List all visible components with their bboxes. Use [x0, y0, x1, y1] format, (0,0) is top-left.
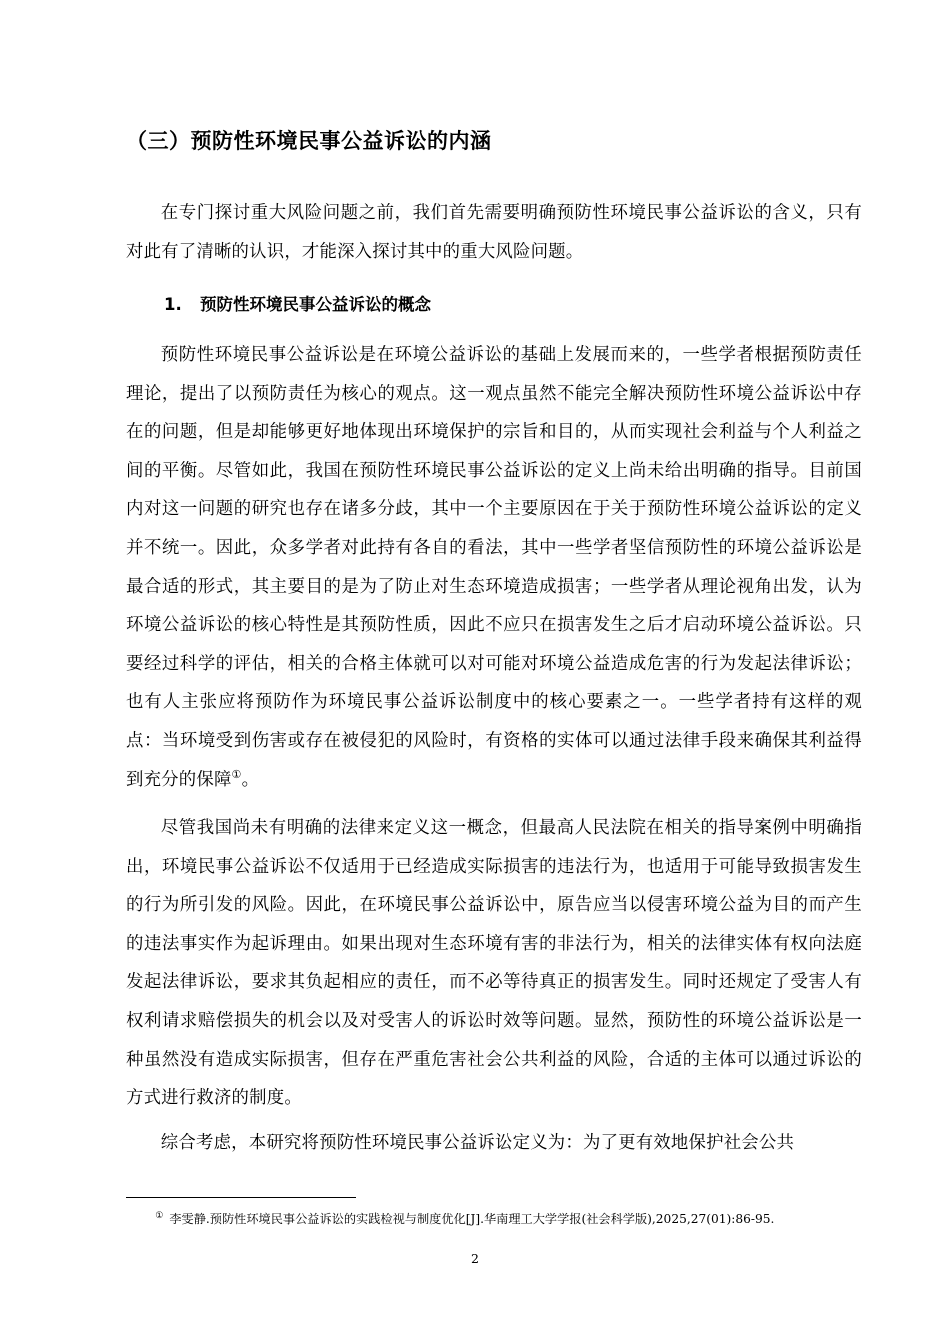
footnote-text: 李雯静.预防性环境民事公益诉讼的实践检视与制度优化[J].华南理工大学学报(社会科学版),2025,27(01):86-95. [169, 1212, 775, 1226]
final-paragraph: 综合考虑，本研究将预防性环境民事公益诉讼定义为：为了更有效地保护社会公共 [160, 1133, 795, 1153]
page-number: 2 [471, 1251, 479, 1266]
section-heading: （三）预防性环境民事公益诉讼的内涵 [126, 129, 492, 153]
intro-paragraph: 在专门探讨重大风险问题之前，我们首先需要明确预防性环境民事公益诉讼的含义，只有对此有了清晰的认识，才能深入探讨其中的重大风险问题。 [126, 203, 862, 262]
footnote [126, 1207, 862, 1231]
footnote-mark: ① [155, 1210, 164, 1221]
definition-paragraph [126, 336, 862, 799]
footnote-reference[interactable]: ① [231, 767, 242, 781]
subsection-heading [164, 290, 431, 320]
case-paragraph: 尽管我国尚未有明确的法律来定义这一概念，但最高人民法院在相关的指导案例中明确指出，环境民事公益诉讼不仅适用于已经造成实际损害的违法行为，也适用于可能导致损害发生的行为所引发的风险。因此，在环境民事公益诉讼中，原告应当以侵害环境公益为目的而产生的违法事实作为起诉理由。如果出现对生态环境有害的非法行为，相关的法律实体有权向法庭发起法律诉讼，要求其负起相应的责任，而不必等待真正的损害发生。同时还规定了受害人有权利请求赔偿损失的机会以及对受害人的诉讼时效等问题。显然，预防性的环境公益诉讼是一种虽然没有造成实际损害，但存在严重危害社会公共利益的风险，合适的主体可以通过诉讼的方式进行救济的制度。 [126, 818, 862, 1109]
definition-end: 。 [241, 769, 260, 790]
subsection-number: 1. [164, 295, 182, 314]
definition-text: 预防性环境民事公益诉讼是在环境公益诉讼的基础上发展而来的，一些学者根据预防责任理论，提出了以预防责任为核心的观点。这一观点虽然不能完全解决预防性环境公益诉讼中存在的问题，但是却能够更好地体现出环境保护的宗旨和目的，从而实现社会利益与个人利益之间的平衡。尽管如此，我国在预防性环境民事公益诉讼的定义上尚未给出明确的指导。目前国内对这一问题的研究也存在诸多分歧，其中一个主要原因在于关于预防性环境公益诉讼的定义并不统一。因此，众多学者对此持有各自的看法，其中一些学者坚信预防性的环境公益诉讼是最合适的形式，其主要目的是为了防止对生态环境造成损害；一些学者从理论视角出发，认为环境公益诉讼的核心特性是其预防性质，因此不应只在损害发生之后才启动环境公益诉讼。只要经过科学的评估，相关的合格主体就可以对可能对环境公益造成危害的行为发起法律诉讼；也有人主张应将预防作为环境民事公益诉讼制度中的核心要素之一。一些学者持有这样的观点：当环境受到伤害或存在被侵犯的风险时，有资格的实体可以通过法律手段来确保其利益得到充分的保障 [126, 345, 862, 790]
footnote-divider [126, 1197, 356, 1198]
subsection-title: 预防性环境民事公益诉讼的概念 [200, 295, 431, 314]
